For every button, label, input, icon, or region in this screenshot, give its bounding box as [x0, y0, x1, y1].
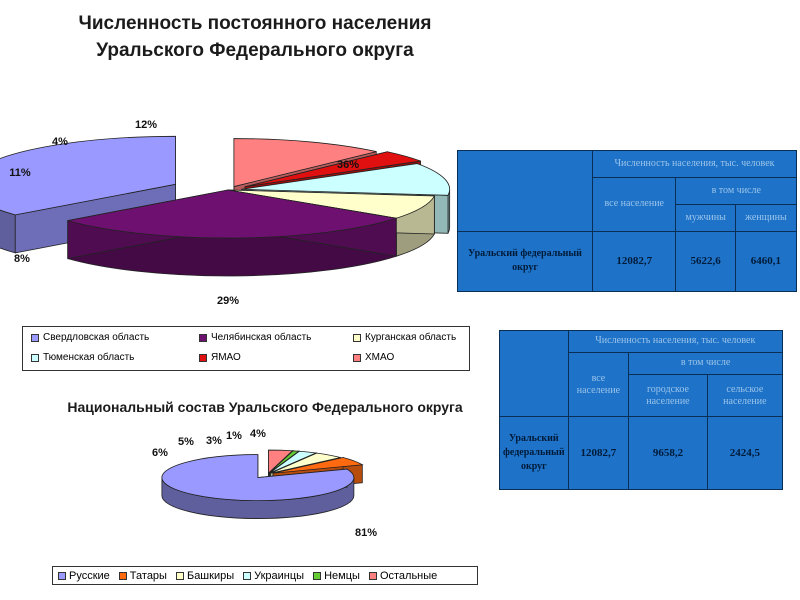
- table-corner-cell: [500, 331, 569, 417]
- table-row-label: Уральский федеральный округ: [458, 231, 593, 291]
- legend-label: Тюменская область: [43, 352, 135, 363]
- legend-item: [176, 570, 234, 582]
- legend-label: Курганская область: [365, 332, 457, 343]
- legend-swatch: [31, 354, 39, 362]
- table-header-including: в том числе: [629, 352, 783, 374]
- nationality-legend: [52, 566, 478, 585]
- legend-label: Русские: [69, 569, 110, 582]
- table-cell-urban: 9658,2: [629, 417, 708, 490]
- population-urban-rural-table: [499, 330, 783, 490]
- legend-label: Украинцы: [254, 569, 305, 582]
- legend-label: Немцы: [324, 569, 360, 582]
- slice-data-label: 1%: [226, 430, 242, 442]
- table-corner-cell: [458, 151, 593, 232]
- table-header-main: Численность населения, тыс. человек: [568, 331, 782, 353]
- legend-item: [119, 570, 167, 582]
- legend-item: [313, 570, 360, 582]
- table-header-main: Численность населения, тыс. человек: [593, 151, 797, 178]
- table-cell-total: 12082,7: [593, 231, 676, 291]
- legend-item: [353, 332, 456, 343]
- slice-data-label: 81%: [354, 527, 378, 539]
- legend-item: [31, 352, 134, 363]
- chart-title-population: Численность постоянного населения Уральского Федерального округа: [78, 13, 432, 61]
- legend-label: Остальные: [379, 569, 438, 582]
- slice-data-label: 3%: [206, 435, 222, 447]
- legend-item: [369, 570, 437, 582]
- table-header-women: женщины: [735, 204, 796, 231]
- legend-swatch: [58, 572, 66, 580]
- legend-item: [31, 332, 149, 343]
- population-gender-table: [457, 150, 797, 292]
- table-header-men: мужчины: [676, 204, 735, 231]
- legend-swatch: [313, 572, 321, 580]
- table-header-rural: сельское население: [707, 374, 782, 416]
- legend-swatch: [353, 334, 361, 342]
- slice-data-label: 11%: [9, 167, 31, 179]
- chart-title-nationality: Национальный состав Уральского Федерального округа: [67, 399, 463, 415]
- slice-data-label: 12%: [134, 119, 158, 131]
- legend-label: Башкиры: [186, 569, 235, 582]
- legend-swatch: [353, 354, 361, 362]
- legend-swatch: [199, 334, 207, 342]
- legend-label: ХМАО: [365, 352, 395, 363]
- table-row-label: Уральский федеральный округ: [500, 417, 569, 490]
- legend-item: [353, 352, 394, 363]
- table-cell-women: 6460,1: [735, 231, 796, 291]
- table-header-total: все население: [593, 177, 676, 231]
- legend-item: [243, 570, 304, 582]
- legend-label: ЯМАО: [211, 352, 241, 363]
- legend-swatch: [369, 572, 377, 580]
- slice-data-label: 6%: [152, 447, 168, 459]
- table-cell-rural: 2424,5: [707, 417, 782, 490]
- legend-item: [58, 570, 110, 582]
- legend-label: Челябинская область: [211, 332, 312, 343]
- slice-data-label: 4%: [250, 428, 266, 440]
- legend-swatch: [31, 334, 39, 342]
- table-cell-total: 12082,7: [568, 417, 629, 490]
- table-header-total: все население: [568, 352, 629, 416]
- table-header-including: в том числе: [676, 177, 797, 204]
- legend-swatch: [243, 572, 251, 580]
- legend-swatch: [119, 572, 127, 580]
- legend-label: Татары: [129, 569, 167, 582]
- slice-data-label: 4%: [52, 136, 68, 148]
- slice-data-label: 29%: [216, 295, 240, 307]
- legend-swatch: [199, 354, 207, 362]
- table-header-urban: городское население: [629, 374, 708, 416]
- slice-data-label: 5%: [178, 436, 194, 448]
- legend-item: [199, 332, 311, 343]
- slice-data-label: 8%: [14, 253, 30, 265]
- legend-swatch: [176, 572, 184, 580]
- slice-data-label: 36%: [336, 159, 360, 171]
- legend-label: Свердловская область: [43, 332, 150, 343]
- legend-item: [199, 352, 241, 363]
- population-legend: [22, 326, 470, 371]
- table-cell-men: 5622,6: [676, 231, 735, 291]
